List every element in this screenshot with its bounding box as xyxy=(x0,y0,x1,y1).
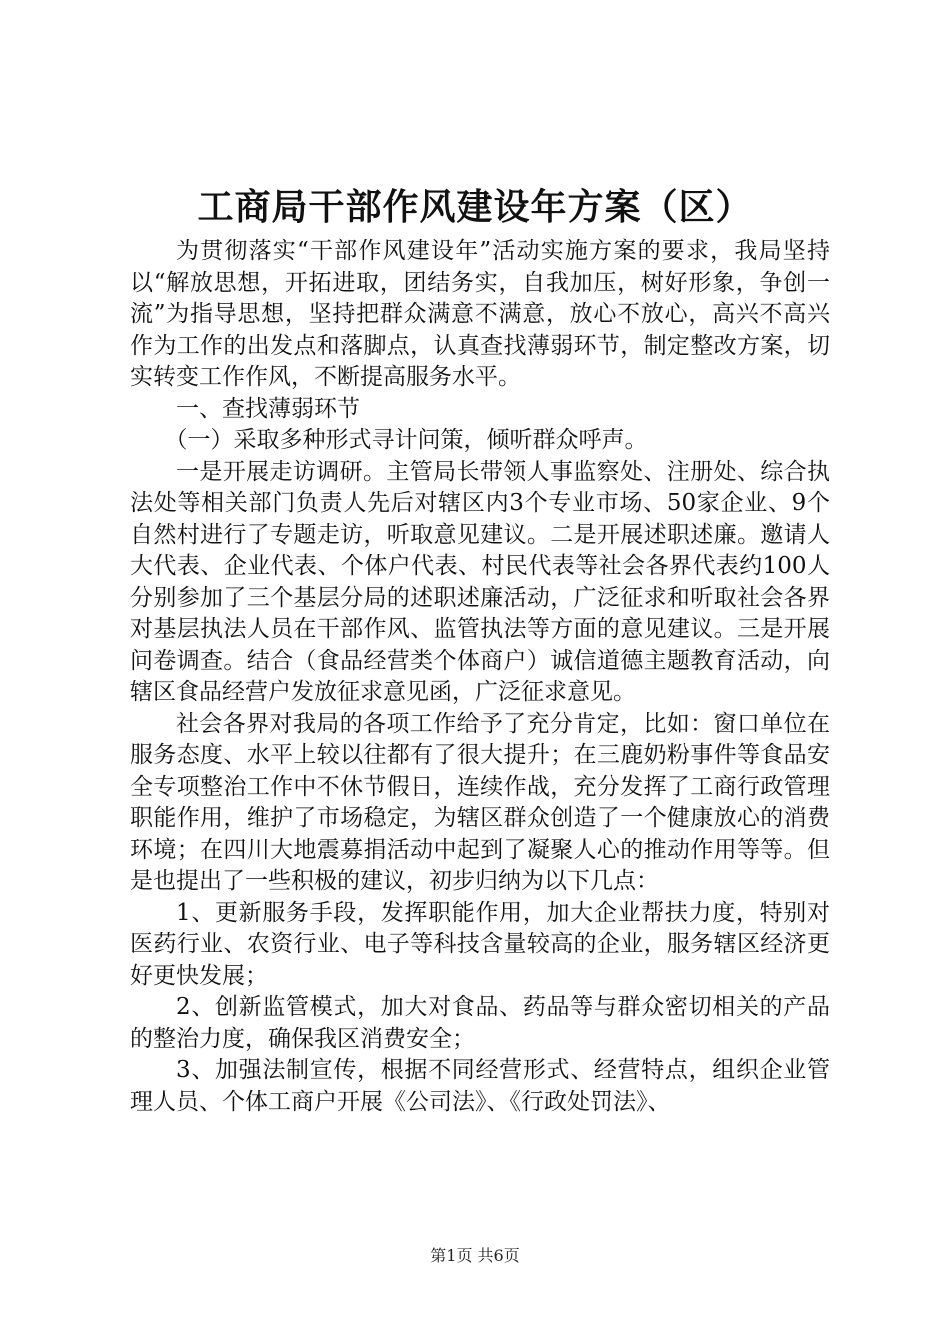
list-item-paragraph: 3、加强法制宣传，根据不同经营形式、经营特点，组织企业管理人员、个体工商户开展《公司法》、《行政处罚法》、 xyxy=(130,1057,830,1115)
document-title: 工商局干部作风建设年方案（区） xyxy=(197,186,753,228)
body-paragraph: 一是开展走访调研。主管局长带领人事监察处、注册处、综合执法处等相关部门负责人先后对辖区内3个专业市场、50家企业、9个自然村进行了专题走访，听取意见建议。二是开展述职述廉。邀请人大代表、企业代表、个体户代表、村民代表等社会各界代表约100人分别参加了三个基层分局的述职述廉活动，广泛征求和听取社会各界对基层执法人员在干部作风、监管执法等方面的意见建议。三是开展问卷调查。结合（食品经营类个体商户）诚信道德主题教育活动，向辖区食品经营户发放征求意见函，广泛征求意见。 xyxy=(130,458,830,705)
document-body xyxy=(130,236,830,1118)
list-item-paragraph: 2、创新监管模式，加大对食品、药品等与群众密切相关的产品的整治力度，确保我区消费安全； xyxy=(130,994,830,1052)
page-footer: 第1页 共6页 xyxy=(430,1246,520,1265)
intro-paragraph: 为贯彻落实“干部作风建设年”活动实施方案的要求，我局坚持以“解放思想，开拓进取，团结务实，自我加压，树好形象，争创一流”为指导思想，坚持把群众满意不满意，放心不放心，高兴不高兴作为工作的出发点和落脚点，认真查找薄弱环节，制定整改方案，切实转变工作作风，不断提高服务水平。 xyxy=(130,238,830,390)
subsection-heading: （一）采取多种形式寻计问策，倾听群众呼声。 xyxy=(164,427,648,453)
list-item-paragraph: 1、更新服务手段，发挥职能作用，加大企业帮扶力度，特别对医药行业、农资行业、电子等科技含量较高的企业，服务辖区经济更好更快发展； xyxy=(130,899,830,989)
section-heading: 一、查找薄弱环节 xyxy=(176,395,360,422)
body-paragraph: 社会各界对我局的各项工作给予了充分肯定，比如：窗口单位在服务态度、水平上较以往都有了很大提升；在三鹿奶粉事件等食品安全专项整治工作中不休节假日，连续作战，充分发挥了工商行政管理职能作用，维护了市场稳定，为辖区群众创造了一个健康放心的消费环境；在四川大地震募捐活动中起到了凝聚人心的推动作用等等。但是也提出了一些积极的建议，初步归纳为以下几点： xyxy=(130,710,830,894)
